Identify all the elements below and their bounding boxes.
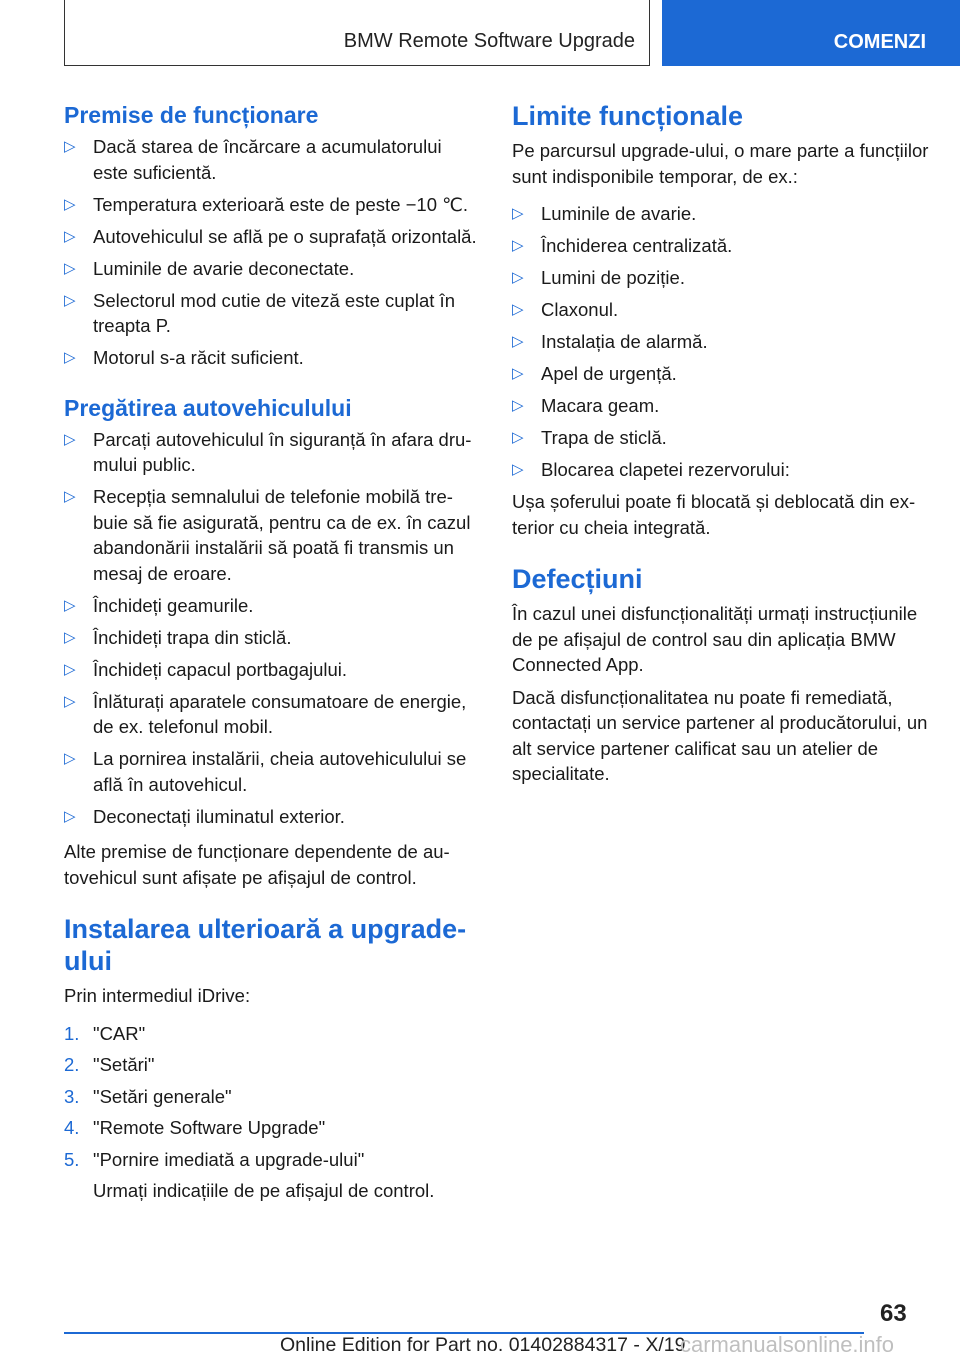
list-item: ▷ La pornirea instalării, cheia autovehiculului se află în autovehicul. xyxy=(64,748,467,795)
limite-intro: Pe parcursul upgrade-ului, o mare parte a funcțiilor sunt indisponibile temporar, de ex.: xyxy=(512,140,929,187)
pregatire-list xyxy=(64,427,478,830)
list-item: ▷ Blocarea clapetei rezervorului: xyxy=(512,457,932,483)
chapter-tab xyxy=(662,0,960,66)
list-item: ▷ Închideți capacul portbagajului. xyxy=(64,657,478,683)
triangle-bullet-icon: ▷ xyxy=(512,365,524,382)
list-item: ▷ Închideți trapa din sticlă. xyxy=(64,625,478,651)
list-item: ▷ Claxonul. xyxy=(512,297,932,323)
heading-limite: Limite funcționale xyxy=(512,101,744,131)
list-item: ▷ Dacă starea de încărcare a acumulatorului este suficientă. xyxy=(64,136,442,183)
triangle-bullet-icon: ▷ xyxy=(64,488,76,505)
triangle-bullet-icon: ▷ xyxy=(512,333,524,350)
pregatire-note: Alte premise de funcționare dependente de autovehicul sunt afișate pe afișajul de control. xyxy=(64,841,450,888)
list-item: ▷ Închiderea centralizată. xyxy=(512,233,932,259)
list-item: ▷ Înlăturați aparatele consumatoare de energie, de ex. telefonul mobil. xyxy=(64,690,467,737)
chapter-tab-label: COMENZI xyxy=(833,31,926,53)
step-item: 4. "Remote Software Upgrade" xyxy=(64,1117,326,1138)
instalare-followup: Urmați indicațiile de pe afișajul de control. xyxy=(93,1180,435,1201)
limite-list xyxy=(512,201,932,483)
left-column xyxy=(64,100,478,1211)
step-item: 3. "Setări generale" xyxy=(64,1085,232,1107)
heading-premise: Premise de funcționare xyxy=(64,102,319,128)
triangle-bullet-icon: ▷ xyxy=(64,807,76,825)
footer-watermark: carmanualsonline.info xyxy=(680,1332,895,1357)
triangle-bullet-icon: ▷ xyxy=(512,237,524,254)
section-title: BMW Remote Software Upgrade xyxy=(343,30,635,52)
instalare-intro: Prin intermediul iDrive: xyxy=(64,985,251,1006)
triangle-bullet-icon: ▷ xyxy=(64,259,76,277)
defectiuni-p2: Dacă disfuncționalitatea nu poate fi remediată, contactați un service partener al producătorului, un alt service partener calificat sau un atelier de specialitate. xyxy=(512,686,928,784)
triangle-bullet-icon: ▷ xyxy=(512,461,524,478)
footer-edition: Online Edition for Part no. 01402884317 - X/19 xyxy=(280,1334,686,1356)
step-item: 1. "CAR" xyxy=(64,1022,146,1044)
triangle-bullet-icon: ▷ xyxy=(64,430,76,448)
list-item: ▷ Deconectați iluminatul exterior. xyxy=(64,804,478,830)
instalare-steps xyxy=(64,1021,478,1173)
heading-instalare: Instalarea ulterioară a upgrade-ului xyxy=(64,914,467,976)
triangle-bullet-icon: ▷ xyxy=(64,628,76,646)
triangle-bullet-icon: ▷ xyxy=(64,227,76,245)
list-item: ▷ Lumini de poziție. xyxy=(512,265,932,291)
list-item: ▷ Luminile de avarie. xyxy=(512,201,932,227)
list-item: ▷ Recepția semnalului de telefonie mobilă trebuie să fie asigurată, pentru ca de ex. în cazul abandonării instalării să poată fi transmis un mesaj de eroare. xyxy=(64,486,471,584)
triangle-bullet-icon: ▷ xyxy=(64,660,76,678)
triangle-bullet-icon: ▷ xyxy=(512,301,524,318)
list-item: ▷ Autovehiculul se află pe o suprafață orizontală. xyxy=(64,224,478,250)
step-item: 5. "Pornire imediată a upgrade-ului" xyxy=(64,1148,365,1170)
triangle-bullet-icon: ▷ xyxy=(64,692,76,710)
limite-note: Ușa șoferului poate fi blocată și deblocată din exterior cu cheia integrată. xyxy=(512,491,916,538)
running-header xyxy=(64,0,650,66)
triangle-bullet-icon: ▷ xyxy=(64,138,76,155)
triangle-bullet-icon: ▷ xyxy=(512,205,524,222)
right-column xyxy=(512,100,932,794)
list-item: ▷ Parcați autovehiculul în siguranță în afara drumului public. xyxy=(64,428,472,475)
list-item: ▷ Motorul s-a răcit suficient. xyxy=(64,345,478,371)
list-item: ▷ Trapa de sticlă. xyxy=(512,425,932,451)
list-item: ▷ Temperatura exterioară este de peste −10 ℃. xyxy=(64,192,478,218)
triangle-bullet-icon: ▷ xyxy=(512,429,524,446)
heading-pregatire: Pregătirea autovehiculului xyxy=(64,394,352,421)
list-item: ▷ Apel de urgență. xyxy=(512,361,932,387)
page-number: 63 xyxy=(880,1300,907,1327)
heading-defectiuni: Defecțiuni xyxy=(512,564,643,594)
triangle-bullet-icon: ▷ xyxy=(64,596,76,614)
triangle-bullet-icon: ▷ xyxy=(512,397,524,414)
list-item: ▷ Selectorul mod cutie de viteză este cuplat în treapta P. xyxy=(64,289,455,336)
triangle-bullet-icon: ▷ xyxy=(64,291,76,309)
list-item: ▷ Închideți geamurile. xyxy=(64,593,478,619)
defectiuni-p1: În cazul unei disfuncționalități urmați instrucțiunile de pe afișajul de control sau din aplicația BMW Connected App. xyxy=(512,603,918,675)
triangle-bullet-icon: ▷ xyxy=(512,269,524,286)
triangle-bullet-icon: ▷ xyxy=(64,349,76,366)
triangle-bullet-icon: ▷ xyxy=(64,195,76,213)
list-item: ▷ Luminile de avarie deconectate. xyxy=(64,256,478,282)
list-item: ▷ Macara geam. xyxy=(512,393,932,419)
step-item: 2. "Setări" xyxy=(64,1054,155,1075)
list-item: ▷ Instalația de alarmă. xyxy=(512,329,932,355)
triangle-bullet-icon: ▷ xyxy=(64,750,76,767)
premise-list xyxy=(64,134,478,371)
